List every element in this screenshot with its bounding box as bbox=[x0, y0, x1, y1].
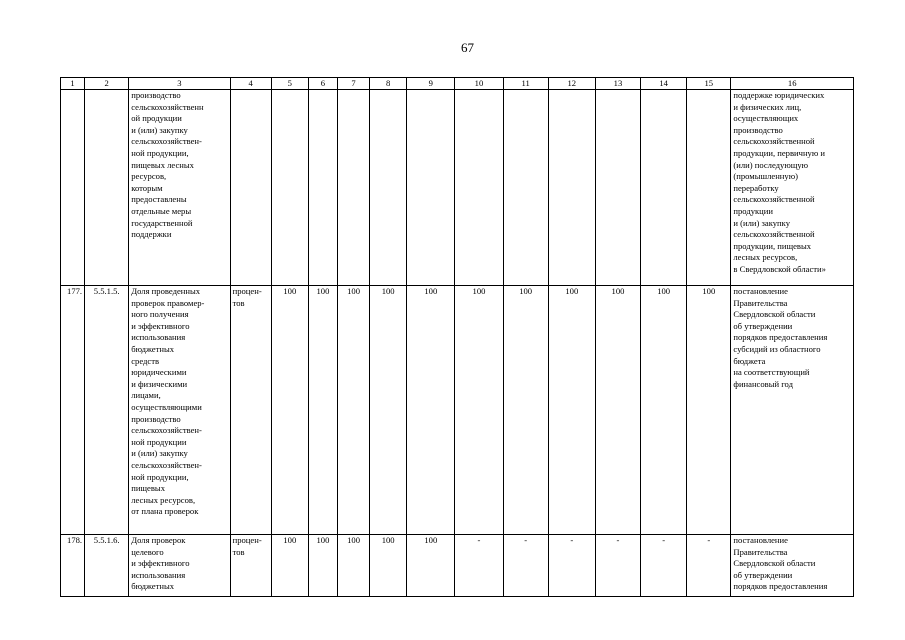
column-header-9: 9 bbox=[407, 78, 455, 90]
row-number: 177. bbox=[61, 286, 85, 535]
column-header-6: 6 bbox=[308, 78, 337, 90]
column-header-16: 16 bbox=[731, 78, 854, 90]
table-row bbox=[61, 535, 854, 597]
value-cell: 100 bbox=[337, 535, 369, 597]
column-header-10: 10 bbox=[455, 78, 503, 90]
value-cell bbox=[308, 90, 337, 286]
value-cell: - bbox=[641, 535, 687, 597]
value-cell: 100 bbox=[308, 535, 337, 597]
value-cell bbox=[455, 90, 503, 286]
value-cell: 100 bbox=[271, 286, 308, 535]
indicator-name: производство сельскохозяйственн ой продукции и (или) закупку сельскохозяйствен- ной продукции, пищевых лесных ресурсов, которым предоставлены отдельные меры государственной поддержки bbox=[129, 90, 230, 286]
value-cell bbox=[407, 90, 455, 286]
table-body bbox=[61, 78, 854, 597]
column-header-11: 11 bbox=[503, 78, 548, 90]
column-number-row bbox=[61, 78, 854, 90]
legal-basis: постановление Правительства Свердловской области об утверждении порядков предоставления субсидий из областного бюджета на соответствующий финансовый год bbox=[731, 286, 854, 535]
column-header-4: 4 bbox=[230, 78, 271, 90]
value-cell: - bbox=[503, 535, 548, 597]
indicator-code: 5.5.1.5. bbox=[85, 286, 129, 535]
value-cell: 100 bbox=[271, 535, 308, 597]
row-number bbox=[61, 90, 85, 286]
column-header-8: 8 bbox=[370, 78, 407, 90]
value-cell bbox=[271, 90, 308, 286]
indicator-name: Доля проведенных проверок правомер- ного получения и эффективного использования бюджетных средств юридическими и физическими лицами, осуществляющими производство сельскохозяйствен- ной продукции и (или) закупку сельскохозяйствен- ной продукции, пищевых лесных ресурсов, от плана проверок bbox=[129, 286, 230, 535]
value-cell bbox=[337, 90, 369, 286]
column-header-7: 7 bbox=[337, 78, 369, 90]
column-header-2: 2 bbox=[85, 78, 129, 90]
value-cell: 100 bbox=[370, 535, 407, 597]
indicator-code bbox=[85, 90, 129, 286]
column-header-12: 12 bbox=[548, 78, 595, 90]
value-cell: 100 bbox=[407, 286, 455, 535]
value-cell: 100 bbox=[641, 286, 687, 535]
value-cell: - bbox=[687, 535, 731, 597]
column-header-15: 15 bbox=[687, 78, 731, 90]
legal-basis: постановление Правительства Свердловской области об утверждении порядков предоставления bbox=[731, 535, 854, 597]
legal-basis: поддержке юридических и физических лиц, осуществляющих производство сельскохозяйственной продукции, первичную и (или) последующую (промышленную) переработку сельскохозяйственной продукции и (или) закупку сельскохозяйственной продукции, пищевых лесных ресурсов, в Свердловской области» bbox=[731, 90, 854, 286]
value-cell bbox=[687, 90, 731, 286]
value-cell: 100 bbox=[595, 286, 640, 535]
indicator-name: Доля проверок целевого и эффективного использования бюджетных bbox=[129, 535, 230, 597]
indicators-table bbox=[60, 77, 854, 597]
value-cell: 100 bbox=[308, 286, 337, 535]
column-header-3: 3 bbox=[129, 78, 230, 90]
column-header-13: 13 bbox=[595, 78, 640, 90]
unit-of-measure bbox=[230, 90, 271, 286]
unit-of-measure: процен- тов bbox=[230, 286, 271, 535]
value-cell bbox=[548, 90, 595, 286]
table-row bbox=[61, 286, 854, 535]
value-cell: 100 bbox=[455, 286, 503, 535]
table-row bbox=[61, 90, 854, 286]
value-cell: 100 bbox=[407, 535, 455, 597]
value-cell: 100 bbox=[370, 286, 407, 535]
row-number: 178. bbox=[61, 535, 85, 597]
value-cell bbox=[595, 90, 640, 286]
column-header-14: 14 bbox=[641, 78, 687, 90]
indicator-code: 5.5.1.6. bbox=[85, 535, 129, 597]
column-header-5: 5 bbox=[271, 78, 308, 90]
value-cell: - bbox=[595, 535, 640, 597]
column-header-1: 1 bbox=[61, 78, 85, 90]
value-cell bbox=[503, 90, 548, 286]
value-cell: 100 bbox=[337, 286, 369, 535]
value-cell: - bbox=[548, 535, 595, 597]
page-number: 67 bbox=[461, 40, 474, 55]
value-cell bbox=[370, 90, 407, 286]
value-cell bbox=[641, 90, 687, 286]
value-cell: - bbox=[455, 535, 503, 597]
value-cell: 100 bbox=[503, 286, 548, 535]
value-cell: 100 bbox=[548, 286, 595, 535]
value-cell: 100 bbox=[687, 286, 731, 535]
unit-of-measure: процен- тов bbox=[230, 535, 271, 597]
